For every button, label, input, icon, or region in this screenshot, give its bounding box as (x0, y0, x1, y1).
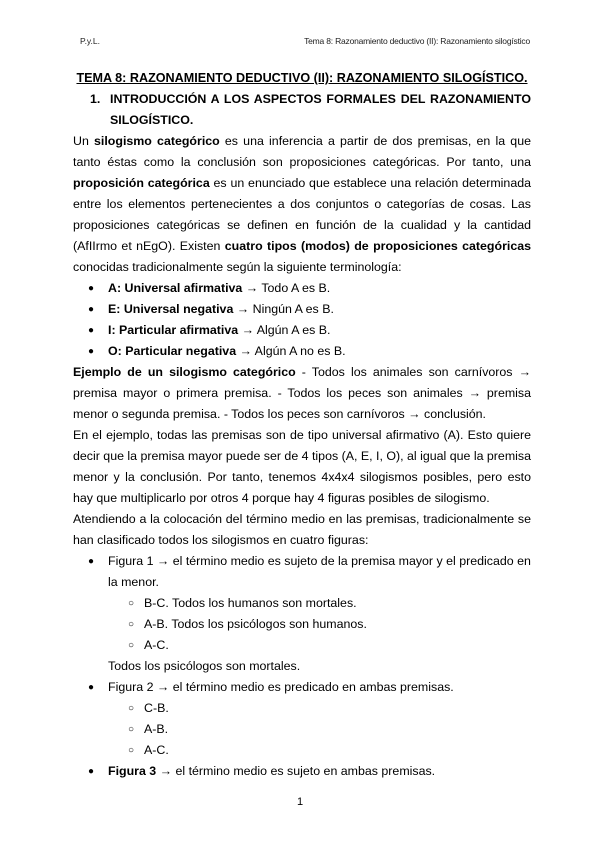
page-number: 1 (296, 796, 304, 808)
header-author: P.y.L. (80, 36, 101, 46)
section-heading (73, 89, 531, 131)
term-silogismo: silogismo categórico (94, 134, 220, 148)
proposition-types-list (73, 278, 531, 362)
list-item: ○ A-C. (73, 635, 531, 656)
explanation-paragraph: En el ejemplo, todas las premisas son de tipo universal afirmativo (A). Esto quiere decir que la premisa mayor puede ser de 4 tipos (A, E, I, O), al igual que la premisa menor y la conclusión. Por tanto, tenemos 4x4x4 silogismos posibles, pero esto hay que multiplicarlo por otros 4 porque hay 4 figuras posibles de silogismo. (73, 428, 531, 505)
list-item: ○ B-C. Todos los humanos son mortales. (73, 593, 531, 614)
figure-1-item: ● Figura 1 → el término medio es sujeto de la premisa mayor y el predicado en la menor. ○ B-C. Todos los humanos son mortales. ○ A-B. Todos los psicólogos son humanos. ○ A-C. Todos los psicólogos son mortales. (73, 551, 531, 677)
list-item: ● O: Particular negativa → Algún A no es B. (73, 341, 531, 362)
figure-1-conclusion: Todos los psicólogos son mortales. (108, 659, 301, 673)
list-item: ● A: Universal afirmativa → Todo A es B. (73, 278, 531, 299)
figure-3-item: ● Figura 3 → el término medio es sujeto en ambas premisas. (73, 761, 531, 782)
list-item: ● I: Particular afirmativa → Algún A es B. (73, 320, 531, 341)
list-item: ○ A-B. Todos los psicólogos son humanos. (73, 614, 531, 635)
section-number: 1. (90, 92, 101, 106)
figures-intro-paragraph: Atendiendo a la colocación del término medio en las premisas, tradicionalmente se han clasificado todos los silogismos en cuatro figuras: (73, 512, 531, 547)
header-chapter-title: Tema 8: Razonamiento deductivo (II): Razonamiento silogístico (304, 36, 530, 46)
intro-paragraph: Un silogismo categórico es una inferencia a partir de dos premisas, en la que tanto éstas como la conclusión son proposiciones categóricas. Por tanto, una proposición categórica es un enunciado que establece una relación determinada entre los elementos pertenecientes a dos conjuntos o categorías de cosas. Las proposiciones categóricas se definen en función de la cualidad y la cantidad (AfIIrmo et nEgO). Existen cuatro tipos (modos) de proposiciones categóricas conocidas tradicionalmente según la siguiente terminología: (73, 134, 532, 274)
list-item: ● E: Universal negativa → Ningún A es B. (73, 299, 531, 320)
example-paragraph: Ejemplo de un silogismo categórico - Todos los animales son carnívoros → premisa mayor o primera premisa. - Todos los peces son animales → premisa menor o segunda premisa. - Todos los peces son carnívoros → conclusión. (73, 365, 531, 421)
list-item: ○ A-B. (73, 719, 531, 740)
figure-2-sublist (73, 698, 531, 761)
term-cuatro-tipos: cuatro tipos (modos) de proposiciones categóricas (224, 239, 532, 253)
page-title: TEMA 8: RAZONAMIENTO DEDUCTIVO (II): RAZONAMIENTO SILOGÍSTICO. (76, 71, 528, 85)
document-body (73, 68, 531, 782)
figure-1-sublist (73, 593, 531, 656)
section-label: INTRODUCCIÓN A LOS ASPECTOS FORMALES DEL RAZONAMIENTO SILOGÍSTICO. (110, 92, 531, 127)
list-item: ○ A-C. (73, 740, 531, 761)
figure-2-item: ● Figura 2 → el término medio es predicado en ambas premisas. ○ C-B. ○ A-B. ○ A-C. (73, 677, 531, 761)
list-item: ○ C-B. (73, 698, 531, 719)
term-proposicion: proposición categórica (73, 176, 210, 190)
figures-list (73, 551, 531, 782)
